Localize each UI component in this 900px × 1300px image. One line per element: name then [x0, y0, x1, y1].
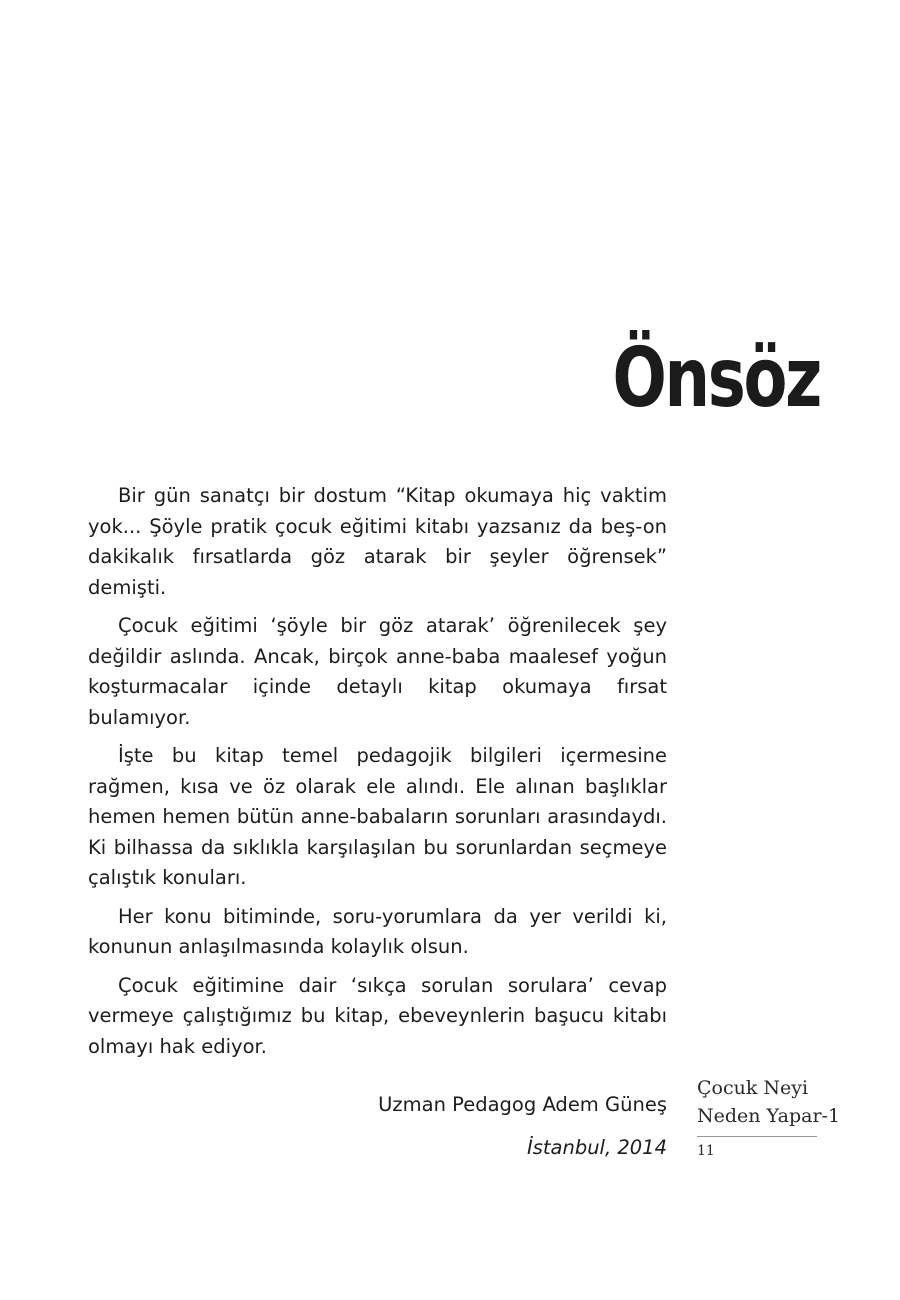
running-head: [697, 1074, 841, 1130]
place-date: İstanbul, 2014: [526, 1136, 667, 1159]
paragraph-5: Çocuk eğitimine dair ‘sıkça sorulan sorulara’ cevap vermeye çalıştığımız bu kitap, ebeveynlerin başucu kitabı olmayı hak ediyor.: [88, 973, 667, 1058]
preface-body: [88, 481, 667, 1070]
running-head-line-1: Çocuk Neyi: [697, 1077, 809, 1099]
paragraph-3: İşte bu kitap temel pedagojik bilgileri içermesine rağmen, kısa ve öz olarak ele alındı. Ele alınan başlıklar hemen hemen bütün anne-babaların sorunları arasındaydı. Ki bilhassa da sıklıkla karşılaşılan bu sorunlardan seçmeye çalıştık konuları.: [88, 744, 667, 889]
paragraph-2: Çocuk eğitimi ‘şöyle bir göz atarak’ öğrenilecek şey değildir aslında. Ancak, birçok anne-baba maalesef yoğun koşturmacalar içinde detaylı kitap okumaya fırsat bulamıyor.: [88, 614, 667, 729]
footer-rule: [697, 1136, 817, 1137]
paragraph-1: Bir gün sanatçı bir dostum “Kitap okumaya hiç vaktim yok... Şöyle pratik çocuk eğitimi kitabı yazsanız da beş-on dakikalık fırsatlarda göz atarak bir şeyler öğrensek” demişti.: [88, 484, 667, 599]
page-title: Önsöz: [612, 331, 820, 426]
running-head-line-2: Neden Yapar-1: [697, 1105, 841, 1127]
page-number: 11: [697, 1143, 715, 1159]
paragraph-4: Her konu bitiminde, soru-yorumlara da yer verildi ki, konunun anlaşılmasında kolaylık olsun.: [88, 904, 667, 958]
author-signature: Uzman Pedagog Adem Güneş: [378, 1093, 667, 1116]
